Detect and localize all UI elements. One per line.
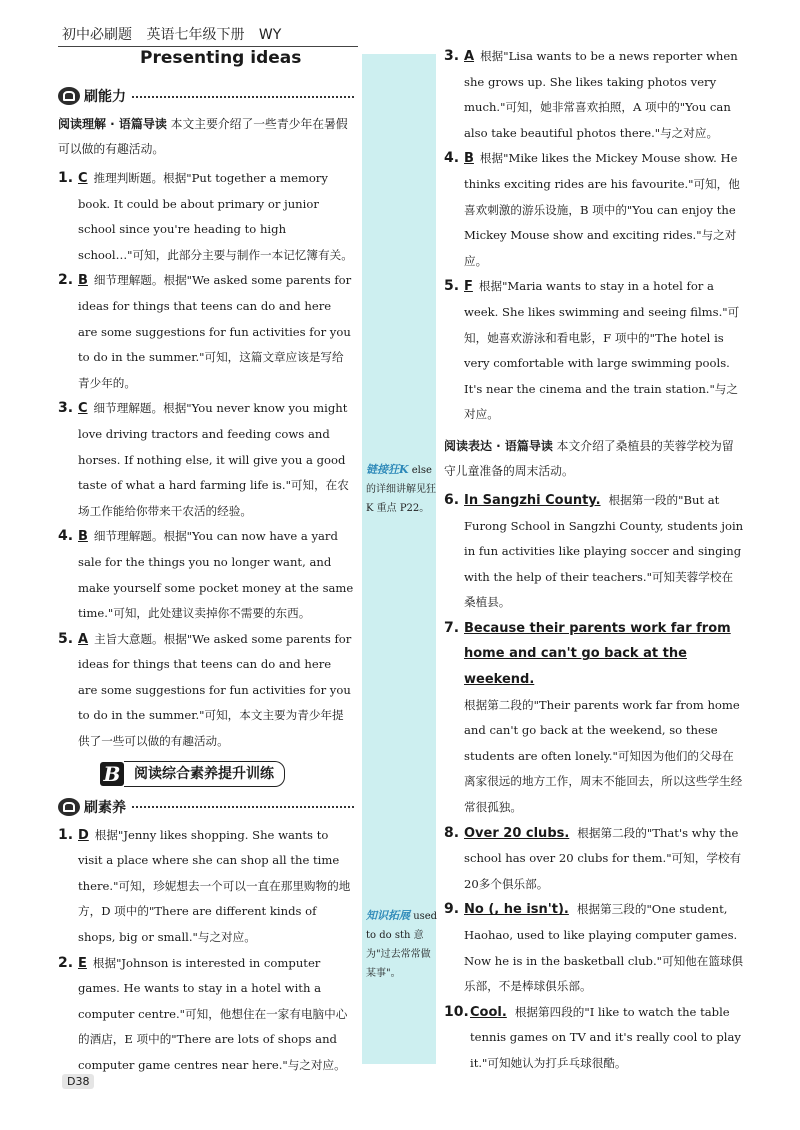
answer-key: C <box>78 171 88 186</box>
answer-item <box>444 897 744 999</box>
answer-item <box>444 616 744 821</box>
answer-key: B <box>464 151 474 167</box>
intro-text: 本文主要介绍了一些青少年在暑假可以做的有趣活动。 <box>58 117 348 156</box>
answer-key: B <box>78 529 88 545</box>
header-rule <box>58 46 358 47</box>
side-note-text: used to do sth 意为"过去常常做某事"。 <box>366 911 438 979</box>
explanation-text: 细节理解题。根据"You never know you might love driving tractors and feeding cows and horses. If nothing else, it will give you a good taste of what a hard farming life is."可知，在农场工作能给你带来干农活的经验。 <box>78 401 349 518</box>
item-body <box>78 396 354 524</box>
answer-item <box>58 951 354 1079</box>
badge-icon <box>58 798 80 816</box>
intro-tag: 阅读表达 · 语篇导读 <box>444 438 553 453</box>
subject-name: 英语七年级下册 <box>146 27 245 43</box>
item-body <box>78 627 354 755</box>
section-head-ability <box>58 84 354 108</box>
page-header <box>62 24 291 44</box>
item-body <box>464 488 744 616</box>
item-number: 4. <box>444 150 460 167</box>
answer-item <box>444 146 744 274</box>
item-number: 2. <box>58 954 74 971</box>
item-body <box>78 524 354 626</box>
section-label: 刷能力 <box>84 89 126 105</box>
side-note-extension <box>366 906 438 983</box>
right-column <box>444 44 744 1077</box>
item-body <box>464 821 744 898</box>
explanation-text: 根据第三段的"One student, Haohao, used to like playing computer games. Now he is in the basketball club."可知他在篮球俱乐部，不是棒球俱乐部。 <box>464 902 744 994</box>
item-body <box>78 823 354 951</box>
item-number: 3. <box>58 400 74 417</box>
explanation-text: 根据"Jenny likes shopping. She wants to visit a place where she can shop all the time there."可知，珍妮想去一个可以一直在那里购物的地方，D 项中的"There are different kinds of shops, big or small."与之对应。 <box>78 827 351 945</box>
explanation-text: 推理判断题。根据"Put together a memory book. It could be about primary or junior school since you're heading to high school…"可知，此部分主要与制作一本记忆簿有关。 <box>78 171 353 262</box>
b-banner <box>100 761 354 787</box>
item-number: 5. <box>58 630 74 647</box>
item-number: 10. <box>444 1003 469 1020</box>
dotted-rule <box>132 95 354 98</box>
explanation-text: 根据"Maria wants to stay in a hotel for a week. She likes swimming and seeing films."可知，她喜欢游泳和看电影，F 项中的"The hotel is very comfortable with large swimming pools. It's near the cinema and the train station."与之对应。 <box>464 279 740 422</box>
explanation-text: 根据"Mike likes the Mickey Mouse show. He thinks exciting rides are his favourite."可知，他喜欢刺激的游乐设施，B 项中的"You can enjoy the Mickey Mouse show and exciting rides."与之对应。 <box>464 151 740 268</box>
answer-item <box>58 396 354 524</box>
item-number: 2. <box>58 272 74 289</box>
item-number: 8. <box>444 824 460 841</box>
explanation-text: 根据第二段的"That's why the school has over 20 clubs for them."可知，学校有20多个俱乐部。 <box>464 825 742 891</box>
item-body <box>464 146 744 274</box>
intro-tag: 阅读理解 · 语篇导读 <box>58 117 167 131</box>
dotted-rule <box>132 805 354 808</box>
explanation-text: 细节理解题。根据"You can now have a yard sale for the things you no longer want, and make yourself some pocket money at the same time."可知，此处建议卖掉你不需要的东西。 <box>78 529 354 621</box>
answer-item <box>444 274 744 428</box>
explanation-text: 根据"Lisa wants to be a news reporter when she grows up. She likes taking photos very much."可知，她非常喜欢拍照，A 项中的"You can also take beautiful photos there."与之对应。 <box>464 49 738 140</box>
answer-key: F <box>464 279 473 295</box>
explanation-text: 主旨大意题。根据"We asked some parents for ideas for things that teens can do and here are some suggestions for fun activities for you to do in the summer."可知，本文主要为青少年提供了一些可以做的有趣活动。 <box>78 631 352 749</box>
b-letter: B <box>100 762 124 786</box>
answer-item <box>58 268 354 396</box>
answer-key: E <box>78 955 87 971</box>
answer-item <box>444 488 744 616</box>
answer-key: In Sangzhi County. <box>464 492 601 508</box>
answer-item <box>58 524 354 626</box>
book-name: 初中必刷题 <box>62 27 132 43</box>
badge-icon <box>58 87 80 105</box>
explanation-text: 根据第一段的"But at Furong School in Sangzhi County, students join in fun activities like playing soccer and singing with the help of their teachers."可知芙蓉学校在桑植县。 <box>464 492 744 610</box>
answer-key: D <box>78 827 89 843</box>
item-number: 1. <box>58 826 74 843</box>
b-banner-text: 阅读综合素养提升训练 <box>124 761 285 787</box>
side-note-tag: 知识拓展 <box>366 909 410 922</box>
side-note-text: else 的详细讲解见狂 K 重点 P22。 <box>366 465 436 514</box>
side-note-link <box>366 460 438 518</box>
answer-key: B <box>78 273 88 289</box>
page-title: Presenting ideas <box>140 48 302 68</box>
intro-text: 本文介绍了桑植县的芙蓉学校为留守儿童准备的周末活动。 <box>444 438 734 478</box>
answer-item <box>444 44 744 146</box>
item-number: 7. <box>444 619 460 636</box>
item-number: 9. <box>444 901 460 918</box>
reading-expr-intro <box>444 434 744 484</box>
explanation-text: 根据第二段的"Their parents work far from home and can't go back at the weekend, so these students are often lonely."可知因为他们的父母在离家很远的地方工作，周末不能回去，所以这些学生经常很孤独。 <box>464 697 743 815</box>
item-body <box>464 44 744 146</box>
explanation-text: 根据第四段的"I like to watch the table tennis games on TV and it's really cool to play it."可知她认为打乒乓球很酷。 <box>470 1004 741 1070</box>
page-number: D38 <box>62 1074 94 1089</box>
answer-item <box>444 1000 744 1077</box>
item-number: 5. <box>444 278 460 295</box>
answer-item <box>444 821 744 898</box>
section-label: 刷素养 <box>84 799 126 816</box>
explanation-text: 细节理解题。根据"We asked some parents for ideas for things that teens can do and here are some suggestions for fun activities for you to do in the summer."可知，这篇文章应该是写给青少年的。 <box>78 273 352 390</box>
item-body <box>464 616 744 821</box>
answer-key: A <box>464 49 475 64</box>
item-body <box>78 951 354 1079</box>
explanation-text: 根据"Johnson is interested in computer games. He wants to stay in a hotel with a computer centre."可知，他想住在一家有电脑中心的酒店，E 项中的"There are lots of shops and computer game centres near here."与之对应。 <box>78 955 348 1072</box>
answer-item <box>58 627 354 755</box>
answer-item <box>58 166 354 268</box>
answer-key: Cool. <box>470 1004 507 1020</box>
answer-key: C <box>78 401 88 417</box>
answer-key: Over 20 clubs. <box>464 825 570 841</box>
answer-key: Because their parents work far from home and can't go back at the weekend. <box>464 620 731 688</box>
item-body <box>470 1000 744 1077</box>
answer-key: A <box>78 631 89 647</box>
edition-name: WY <box>258 27 282 43</box>
item-body <box>464 274 744 428</box>
item-number: 1. <box>58 170 74 186</box>
answer-key: No (, he isn't). <box>464 902 569 918</box>
left-column <box>58 84 354 1079</box>
section-head-literacy <box>58 795 354 819</box>
item-number: 3. <box>444 48 460 64</box>
reading-intro <box>58 112 354 162</box>
item-body <box>78 166 354 268</box>
item-number: 4. <box>58 528 74 545</box>
answer-item <box>58 823 354 951</box>
item-body <box>78 268 354 396</box>
item-body <box>464 897 744 999</box>
item-number: 6. <box>444 491 460 508</box>
side-note-tag: 链接狂K <box>366 463 409 476</box>
